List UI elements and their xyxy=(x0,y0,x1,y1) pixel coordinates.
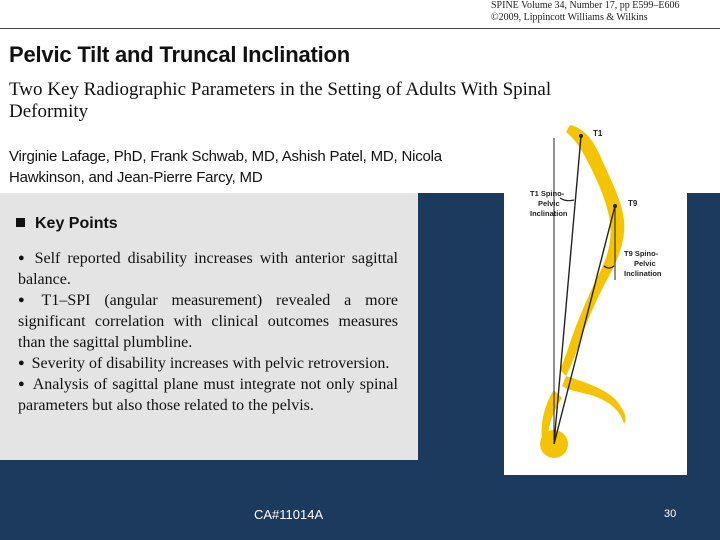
label-t9-spi-1: T9 Spino- xyxy=(624,249,659,258)
label-t9-spi-2: Pelvic xyxy=(634,259,656,268)
key-points-heading-text: Key Points xyxy=(35,215,118,232)
article-authors: Virginie Lafage, PhD, Frank Schwab, MD, Ashish Patel, MD, Nicola Hawkinson, and Jean-Pierre Farcy, MD xyxy=(9,148,442,186)
label-t1: T1 xyxy=(593,129,603,138)
key-point-item: ● Self reported disability increases with anterior sagittal balance. xyxy=(18,248,398,290)
label-t1-spi-3: Inclination xyxy=(530,209,568,218)
article-title: Pelvic Tilt and Truncal Inclination xyxy=(9,42,351,67)
article-subtitle: Two Key Radiographic Parameters in the Setting of Adults With Spinal Deformity xyxy=(9,79,552,122)
t1-line xyxy=(554,136,581,444)
t1-angle-arc xyxy=(560,198,574,201)
key-point-item: ● Analysis of sagittal plane must integrate not only spinal parameters but also those related to the pelvis. xyxy=(18,374,398,416)
key-point-item: ● T1–SPI (angular measurement) revealed a more significant correlation with clinical outcomes measures than the sagittal plumbline. xyxy=(18,290,398,353)
journal-copyright: ©2009, Lippincott Williams & Wilkins xyxy=(491,12,648,23)
spine-figure xyxy=(504,120,687,475)
t1-point xyxy=(579,134,583,138)
label-t9: T9 xyxy=(628,199,638,208)
label-t1-spi-2: Pelvic xyxy=(538,199,560,208)
key-point-item: ● Severity of disability increases with pelvic retroversion. xyxy=(18,353,398,374)
sacrum-shape xyxy=(562,376,626,424)
label-t1-spi-1: T1 Spino- xyxy=(530,189,565,198)
header-rule xyxy=(0,28,720,29)
key-points-list xyxy=(18,248,398,416)
page-number: 30 xyxy=(664,508,677,520)
square-bullet-icon xyxy=(16,218,25,227)
t9-line xyxy=(554,206,615,444)
journal-volume: SPINE Volume 34, Number 17, pp E599–E606 xyxy=(491,0,680,11)
t9-point xyxy=(613,204,617,208)
label-t9-spi-3: Inclination xyxy=(624,269,662,278)
key-points-box xyxy=(0,193,418,460)
footer-code: CA#11014A xyxy=(254,507,324,522)
spine-diagram xyxy=(504,120,687,475)
journal-citation xyxy=(491,0,716,24)
key-points-heading xyxy=(16,215,118,233)
